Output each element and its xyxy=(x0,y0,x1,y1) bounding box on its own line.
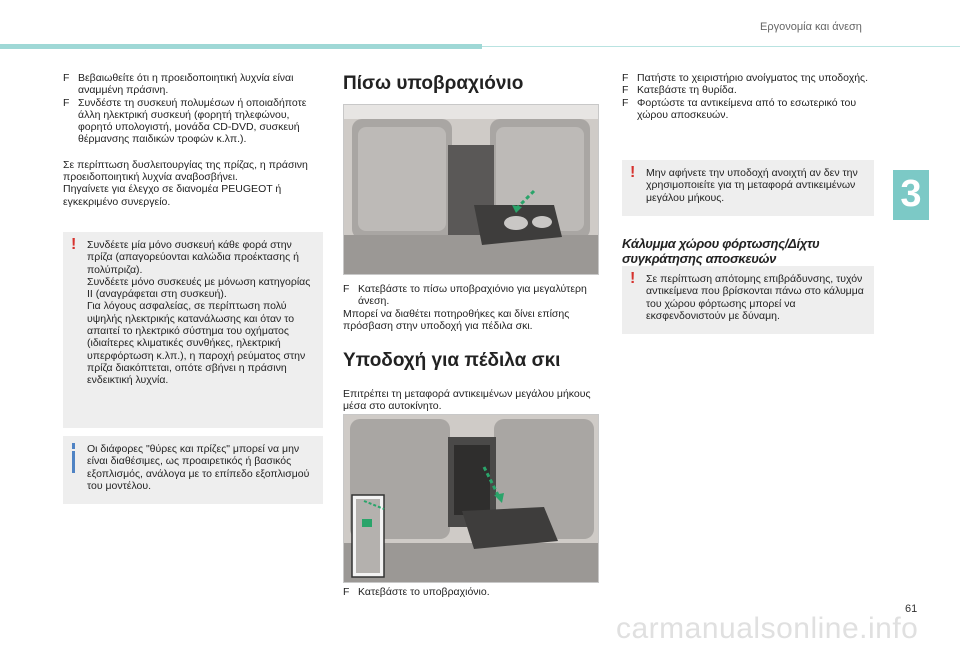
section-title-armrest: Πίσω υποβραχιόνιο xyxy=(343,73,524,94)
chapter-tab xyxy=(893,170,929,220)
ski-hatch-bullet xyxy=(343,586,599,598)
chapter-title: Εργονομία και άνεση xyxy=(760,21,862,33)
right-column xyxy=(622,72,877,121)
list-item: F Πατήστε το χειριστήριο ανοίγματος της υποδοχής. xyxy=(622,72,869,84)
bullet-marker: F xyxy=(622,96,629,109)
list-item: F Φορτώστε τα αντικείμενα από το εσωτερικό του χώρου αποσκευών. xyxy=(622,96,857,121)
warning-text: Συνδέετε μία μόνο συσκευή κάθε φορά στην πρίζα (απαγορεύονται καλώδια προέκτασης ή πολύπριζα). Συνδέετε μόνο συσκευές με μόνωση κατηγορίας II (αναγράφεται στη συσκευή). Για λόγους ασφαλείας, σε περίπτωση πολύ υψηλής ηλεκτρικής κατανάλωσης και όταν το απαιτεί το ηλεκτρικό σύστημα του οχήματος (ιδιαίτερες κλιματικές συνθήκες, ηλεκτρική υπερφόρτωση κ.λπ.), η παροχή ρεύματος στην πρίζα διακόπτεται, οπότε σβήνει η πράσινη ενδεικτική λυχνία. xyxy=(87,239,311,387)
info-text: Οι διάφορες "θύρες και πρίζες" μπορεί να μην είναι διαθέσιμες, ως προαιρετικός ή βασικός εξοπλισμός, ανάλογα με το επίπεδο εξοπλισμού του μοντέλου. xyxy=(87,443,310,492)
armrest-text xyxy=(343,283,599,332)
bullet-marker: F xyxy=(343,283,350,295)
list-item: F Κατεβάστε τη θυρίδα. xyxy=(622,84,737,97)
armrest-photo xyxy=(343,104,599,275)
warning-icon: ! xyxy=(71,236,77,253)
header-accent-bar xyxy=(0,44,482,49)
list-item: F Βεβαιωθείτε ότι η προειδοποιητική λυχνία είναι αναμμένη πράσινη. xyxy=(63,72,294,97)
chapter-number: 3 xyxy=(900,173,922,215)
list-item: F Κατεβάστε το πίσω υποβραχιόνιο για μεγαλύτερη άνεση. xyxy=(343,283,587,308)
warning-icon: ! xyxy=(630,270,636,287)
bullet-marker: F xyxy=(343,586,350,598)
section-title-ski-hatch: Υποδοχή για πέδιλα σκι xyxy=(343,350,561,371)
warning-box xyxy=(622,266,874,334)
ski-hatch-photo xyxy=(343,414,599,583)
ski-hatch-illustration xyxy=(344,415,598,582)
watermark: carmanualsonline.info xyxy=(616,612,919,645)
list-item: F Συνδέστε τη συσκευή πολυμέσων ή οποιαδήποτε άλλη ηλεκτρική συσκευή (φορητή τηλεφώνου, φορητό υπολογιστή, μονάδα CD-DVD, συσκευή θέρμανσης παιδικών τροφών κ.λπ.). xyxy=(63,96,307,146)
warning-text: Μην αφήνετε την υποδοχή ανοιχτή αν δεν την χρησιμοποιείτε για τη μεταφορά αντικειμένων μεγάλου μήκους. xyxy=(646,167,858,204)
left-column xyxy=(63,72,325,208)
armrest-illustration xyxy=(344,105,598,274)
warning-box xyxy=(622,160,874,216)
info-icon xyxy=(72,443,75,473)
warning-text: Σε περίπτωση απότομης επιβράδυνσης, τυχόν αντικείμενα που βρίσκονται πάνω στο κάλυμμα του χώρου φόρτωσης μπορεί να εκσφενδονιστούν με δύναμη. xyxy=(646,273,864,322)
warning-icon: ! xyxy=(630,164,636,181)
bullet-marker: F xyxy=(63,72,70,84)
ski-hatch-text xyxy=(343,388,599,413)
section-title-cargo-cover: Κάλυμμα χώρου φόρτωσης/Δίχτυ συγκράτησης αποσκευών xyxy=(622,236,820,266)
info-box xyxy=(63,436,323,504)
body-paragraph: Σε περίπτωση δυσλειτουργίας της πρίζας, η πράσινη προειδοποιητική λυχνία αναβοσβήνει. Πηγαίνετε για έλεγχο σε διανομέα PEUGEOT ή εγκεκριμένο συνεργείο. xyxy=(63,158,308,208)
list-item: F Κατεβάστε το υποβραχιόνιο. xyxy=(343,586,490,598)
warning-box xyxy=(63,232,323,428)
header-rule xyxy=(482,46,960,47)
bullet-marker: F xyxy=(63,96,70,109)
body-paragraph: Επιτρέπει τη μεταφορά αντικειμένων μεγάλου μήκους μέσα στο αυτοκίνητο. xyxy=(343,388,591,413)
body-paragraph: Μπορεί να διαθέτει ποτηροθήκες και δίνει επίσης πρόσβαση στην υποδοχή για πέδιλα σκι. xyxy=(343,307,570,332)
bullet-marker: F xyxy=(622,72,629,84)
page-number: 61 xyxy=(905,603,918,615)
bullet-marker: F xyxy=(622,84,629,97)
